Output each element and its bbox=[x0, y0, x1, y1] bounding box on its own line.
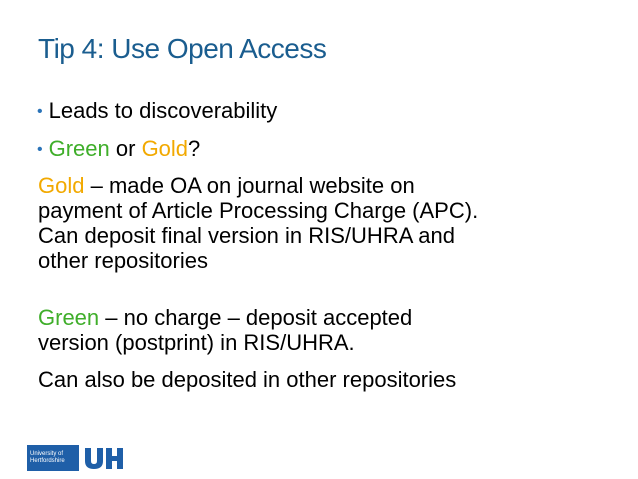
gold-line-1-text: – made OA on journal website on bbox=[84, 173, 415, 198]
logo-line-1: University of bbox=[30, 451, 64, 457]
bullet-dot-icon: • bbox=[37, 141, 43, 158]
green-lead: Green bbox=[38, 305, 100, 330]
closing-paragraph: Can also be deposited in other repositories bbox=[38, 367, 457, 392]
green-line-1 bbox=[38, 305, 412, 330]
bullet-dot-icon: • bbox=[37, 103, 43, 120]
slide-title: Tip 4: Use Open Access bbox=[38, 33, 327, 64]
uh-logo-icon bbox=[84, 446, 124, 470]
bullet-text: Leads to discoverability bbox=[48, 98, 278, 123]
logo-line-2: Hertfordshire bbox=[30, 458, 65, 464]
or-text: or bbox=[109, 136, 142, 161]
logo-wordmark bbox=[27, 445, 79, 471]
green-label: Green bbox=[48, 136, 110, 161]
university-logo bbox=[27, 444, 127, 472]
gold-line-4: other repositories bbox=[38, 248, 208, 273]
bullet-green-or-gold bbox=[37, 136, 200, 162]
gold-line-1 bbox=[38, 173, 478, 198]
question-mark: ? bbox=[188, 136, 201, 161]
gold-label: Gold bbox=[141, 136, 189, 161]
green-line-2: version (postprint) in RIS/UHRA. bbox=[38, 330, 355, 355]
gold-lead: Gold bbox=[38, 173, 85, 198]
green-paragraph bbox=[38, 305, 412, 355]
bullet-discoverability bbox=[37, 98, 277, 124]
gold-line-3: Can deposit final version in RIS/UHRA and bbox=[38, 223, 455, 248]
gold-paragraph bbox=[38, 173, 478, 273]
green-line-1-text: – no charge – deposit accepted bbox=[99, 305, 413, 330]
gold-line-2: payment of Article Processing Charge (APC). bbox=[38, 198, 479, 223]
